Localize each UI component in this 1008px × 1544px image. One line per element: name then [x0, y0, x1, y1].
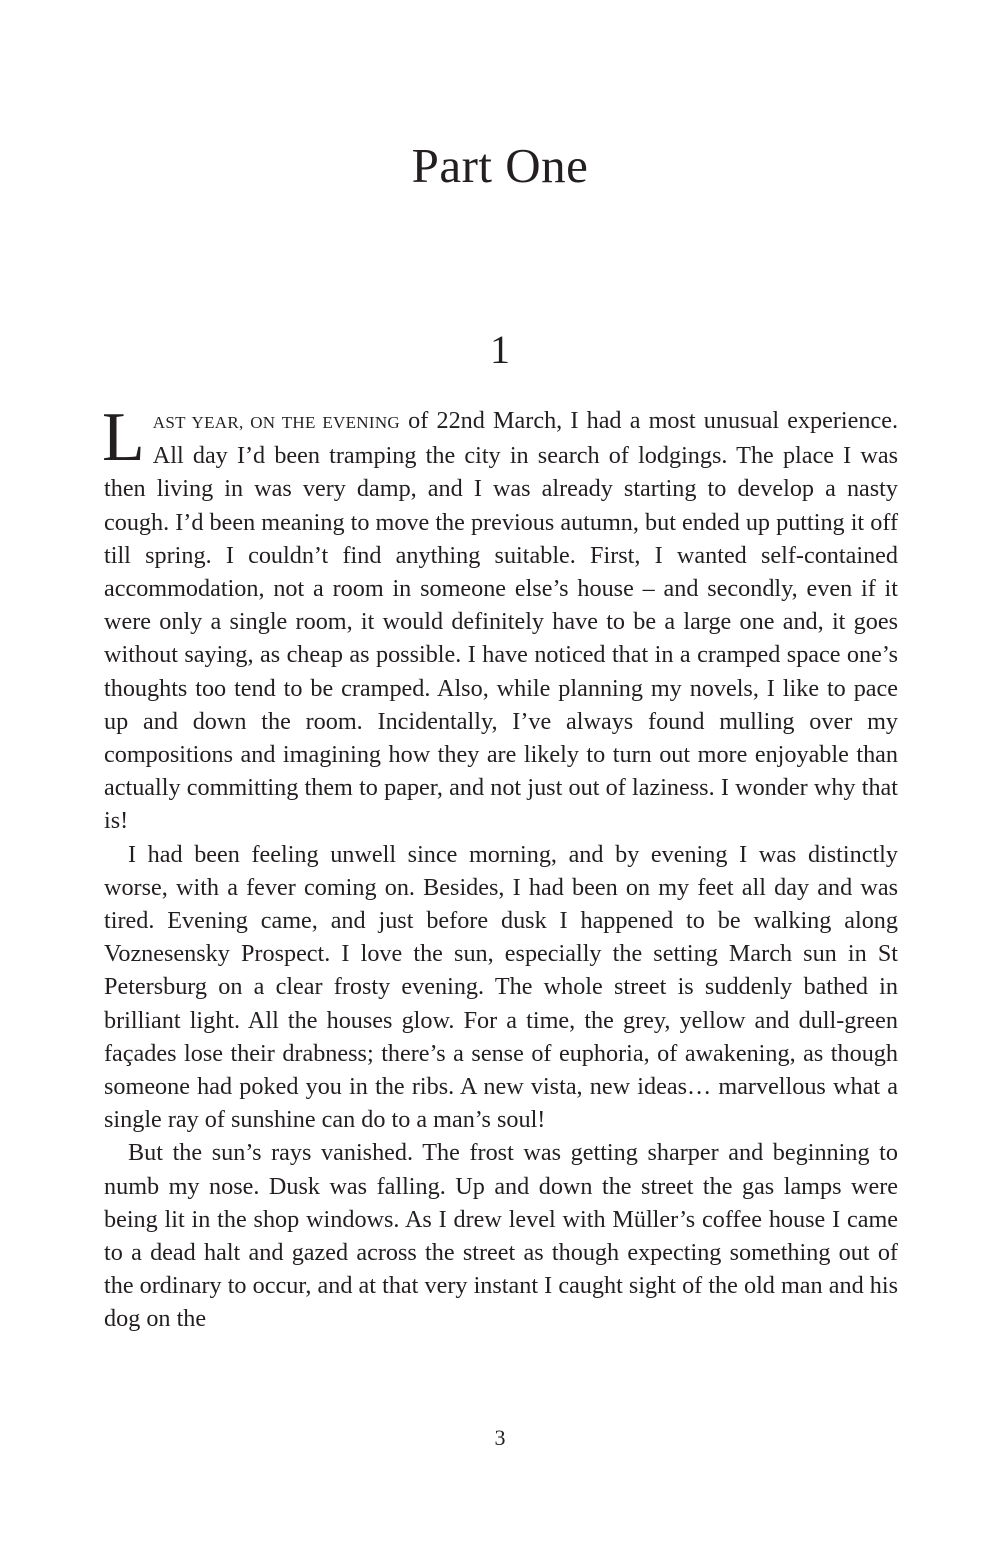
paragraph-3: But the sun’s rays vanished. The frost was getting sharper and beginning to numb my nose. Dusk was falling. Up and down the street the gas lamps were being lit in the shop windows. As I drew level with Müller’s coffee house I came to a dead halt and gazed across the street as though expecting something out of the ordinary to occur, and at that very instant I caught sight of the old man and his dog on the [104, 1139, 898, 1333]
page-number: 3 [494, 1425, 506, 1450]
chapter-number: 1 [490, 327, 510, 372]
paragraph-2: I had been feeling unwell since morning, and by evening I was distinctly worse, with a fever coming on. Besides, I had been on my feet all day and was tired. Evening came, and just before dusk I happened to be walking along Voznesensky Prospect. I love the sun, especially the setting March sun in St Petersburg on a clear frosty evening. The whole street is suddenly bathed in brilliant light. All the houses glow. For a time, the grey, yellow and dull-green façades lose their drabness; there’s a sense of euphoria, of awakening, as though someone had poked you in the ribs. A new vista, new ideas… marvellous what a single ray of sunshine can do to a man’s soul! [104, 840, 898, 1134]
paragraph-1 [102, 399, 898, 838]
chapter-body [102, 399, 898, 1336]
paragraph-1-text: of 22nd March, I had a most unusual experience. All day I’d been tramping the city in search of lodgings. The place I was then living in was very damp, and I was already starting to develop a nasty cough. I’d been meaning to move the previous autumn, but ended up putting it off till spring. I couldn’t find anything suitable. First, I wanted self-contained accommodation, not a room in someone else’s house – and secondly, even if it were only a single room, it would definitely have to be a large one and, it goes without saying, as cheap as possible. I have noticed that in a cramped space one’s thoughts too tend to be cramped. Also, while planning my novels, I like to pace up and down the room. Incidentally, I’ve always found mulling over my compositions and imagining how they are likely to turn out more enjoyable than actually committing them to paper, and not just out of laziness. I wonder why that is! [104, 407, 898, 835]
opening-small-caps: AST YEAR, ON THE EVENING [152, 413, 400, 432]
drop-cap: L [102, 399, 145, 476]
part-title: Part One [411, 138, 589, 193]
